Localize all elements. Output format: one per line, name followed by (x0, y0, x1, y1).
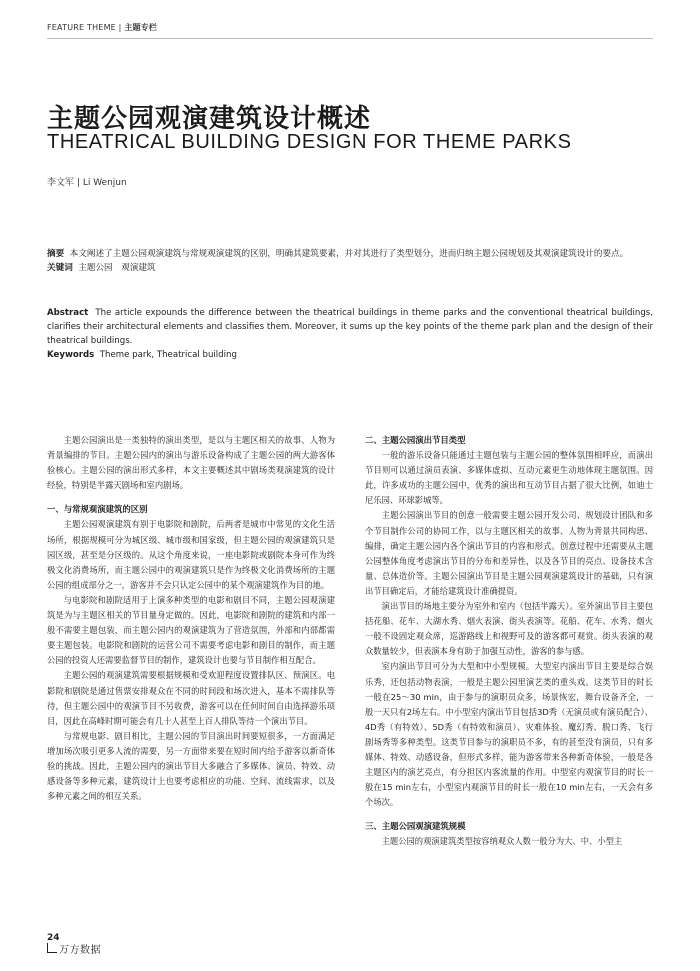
paragraph: 与常规电影、剧目相比，主题公园的节目演出时间要短很多，一方面满足增加场次吸引更多人流的需要，另一方面带来要在短时间内给予游客以新奇体验的挑战。因此，主题公园内的演出节目大多融合了多媒体、演员、特效、动感设备等多种元素，建筑设计上也要考虑相应的功能、空间、流线需求，以及多种元素之间的相互关系。 (47, 730, 335, 802)
abstract-en-text: The article expounds the difference between the theatrical buildings in theme parks and the conventional theatrical buildings, clarifies their architectural elements and classifies them. Moreover, it sums up the key points of the theme park plan and the design of their theatrical buildings. (47, 308, 653, 346)
keywords-cn (47, 261, 653, 275)
page-number: 24 (47, 933, 60, 943)
author-line (47, 175, 127, 188)
paragraph: 室内演出节目可分为大型和中小型规模。大型室内演出节目主要是综合娱乐秀，还包括动物表演，一般是主题公园里演艺类的重头戏。这类节目的时长一般在25～30 min，由于参与的演职员众多，场景恢宏，舞台设备齐全，一般一天只有2场左右。中小型室内演出节目包括3D秀（无演员或有演员配合）、4D秀（有特效）、5D秀（有特效和演员）、灾难体验、魔幻秀、脱口秀、飞行剧场秀等多种类型。这类节目参与的演职员不多，有的甚至没有演员，只有多媒体、特效、动感设备，但形式多样，能为游客带来各种新奇体验，一般是各主题区内的演艺亮点，有分担区内客流量的作用。中型室内观演节目的时长一般在15 min左右，小型室内观演节目的时长一般在10 min左右，一天会有多个场次。 (365, 661, 653, 808)
author-en: Li Wenjun (82, 178, 127, 188)
brand-corner-mark (47, 943, 57, 953)
paragraph: 一般的游乐设备只能通过主题包装与主题公园的整体氛围相呼应，而演出节目则可以通过演员表演、多媒体虚拟、互动元素更生动地体现主题氛围。因此，许多成功的主题公园中，优秀的演出和互动节目占据了很大比例，如迪士尼乐园、环球影城等。 (365, 450, 653, 506)
paragraph: 主题公园观演建筑有别于电影院和剧院，后两者是城市中常见的文化生活场所，根据规模可分为城区级、城市级和国家级，但主题公园的观演建筑只是园区级，甚至是分区级的。从这个角度来说，一座电影院或剧院本身可作为终极文化消费场所，而主题公园中的观演建筑只是作为终极文化消费场所的主题公园的组成部分之一，游客并不会只认定公园中的某个观演建筑作为目的地。 (47, 519, 335, 590)
header-tag-en: FEATURE THEME (47, 23, 116, 32)
author-separator: | (76, 178, 80, 188)
paragraph: 与电影院和剧院适用于上演多种类型的电影和剧目不同，主题公园观演建筑是为与主题区相关的节目量身定做的。因此，电影院和剧院的建筑和内部一般不需要主题包装，而主题公园内的观演建筑为了营造氛围，外部和内部都需要主题包装。电影院和剧院的运营公司不需要考虑电影和剧目的制作，而主题公园的投资人还需要监督节目的制作，建筑设计也要与节目制作相互配合。 (47, 594, 335, 666)
abstract-cn-label: 摘要 (47, 249, 65, 259)
article-title-cn: 主题公园观演建筑设计概述 (47, 104, 372, 134)
header-tag-cn: 主题专栏 (124, 23, 158, 32)
paragraph: 演出节目的场地主要分为室外和室内（包括半露天）。室外演出节目主要包括花船、花车、大湖水秀、烟火表演、街头表演等。花船、花车、水秀、烟火一般不设固定观众席，巡游路线上和视野可及的游客都可观赏。街头表演的观众数量较少，但表演本身有助于加强互动性，游客的参与感。 (365, 601, 653, 657)
keywords-en-text: Theme park, Theatrical building (99, 350, 237, 360)
keywords-en-label: Keywords (47, 350, 95, 360)
header-separator: | (118, 23, 122, 32)
keywords-cn-text: 主题公园 观演建筑 (78, 263, 156, 273)
brand-watermark: 万方数据 (59, 945, 101, 956)
section-heading-2: 二、主题公园演出节目类型 (365, 435, 466, 445)
intro-paragraph: 主题公园演出是一类独特的演出类型，是以与主题区相关的故事、人物为背景编排的节目。主题公园内的演出与游乐设备构成了主题公园的两大游客体验核心。主题公园的演出形式多样，本文主要概述其中剧场类观演建筑的设计经验，特别是半露天剧场和室内剧场。 (47, 435, 335, 491)
body-column-right (365, 433, 653, 850)
section-heading-1: 一、与常规观演建筑的区别 (47, 504, 148, 515)
header-tag (47, 22, 157, 33)
paragraph: 主题公园的观演建筑类型按容纳观众人数一般分为大、中、小型主 (381, 836, 623, 847)
paragraph: 主题公园的观演建筑需要根据规模和受欢迎程度设置排队区、预演区。电影院和剧院是通过售票安排观众在不同的时间段和场次进入，基本不需排队等待，但主题公园中的观演节目不另收费，游客可以在任何时间自由选择游乐项目，因此在高峰时期可能会有几十人甚至上百人排队等待一个演出节目。 (47, 670, 335, 726)
abstract-cn-text: 本文阐述了主题公园观演建筑与常规观演建筑的区别，明确其建筑要素，并对其进行了类型划分，进而归纳主题公园规划及其观演建筑设计的要点。 (69, 249, 629, 259)
abstract-cn-body (47, 247, 653, 261)
body-column-left (47, 433, 335, 804)
abstract-en-label: Abstract (47, 308, 89, 318)
keywords-en (47, 348, 653, 362)
author-cn: 李文军 (47, 178, 75, 188)
header-divider (47, 38, 653, 39)
article-title-en: THEATRICAL BUILDING DESIGN FOR THEME PARKS (47, 131, 572, 153)
abstract-en (47, 306, 653, 362)
section-heading-3: 三、主题公园观演建筑规模 (365, 821, 466, 832)
paragraph: 主题公园演出节目的创意一般需要主题公园开发公司、规划设计团队和多个节目制作公司的协同工作，以与主题区相关的故事、人物为背景共同构思、编排，确定主题公园内各个演出节目的内容和形式。创意过程中还需要从主题公园整体角度考虑演出节目的分布和差异性，以及各节目的亮点、设备技术含量、总体造价等。主题公园演出节目是主题公园观演建筑设计的基础，只有演出节目确定后，才能给建筑设计准确提资。 (365, 510, 653, 596)
abstract-en-body (47, 306, 653, 348)
abstract-cn (47, 247, 653, 275)
keywords-cn-label: 关键词 (47, 263, 73, 273)
